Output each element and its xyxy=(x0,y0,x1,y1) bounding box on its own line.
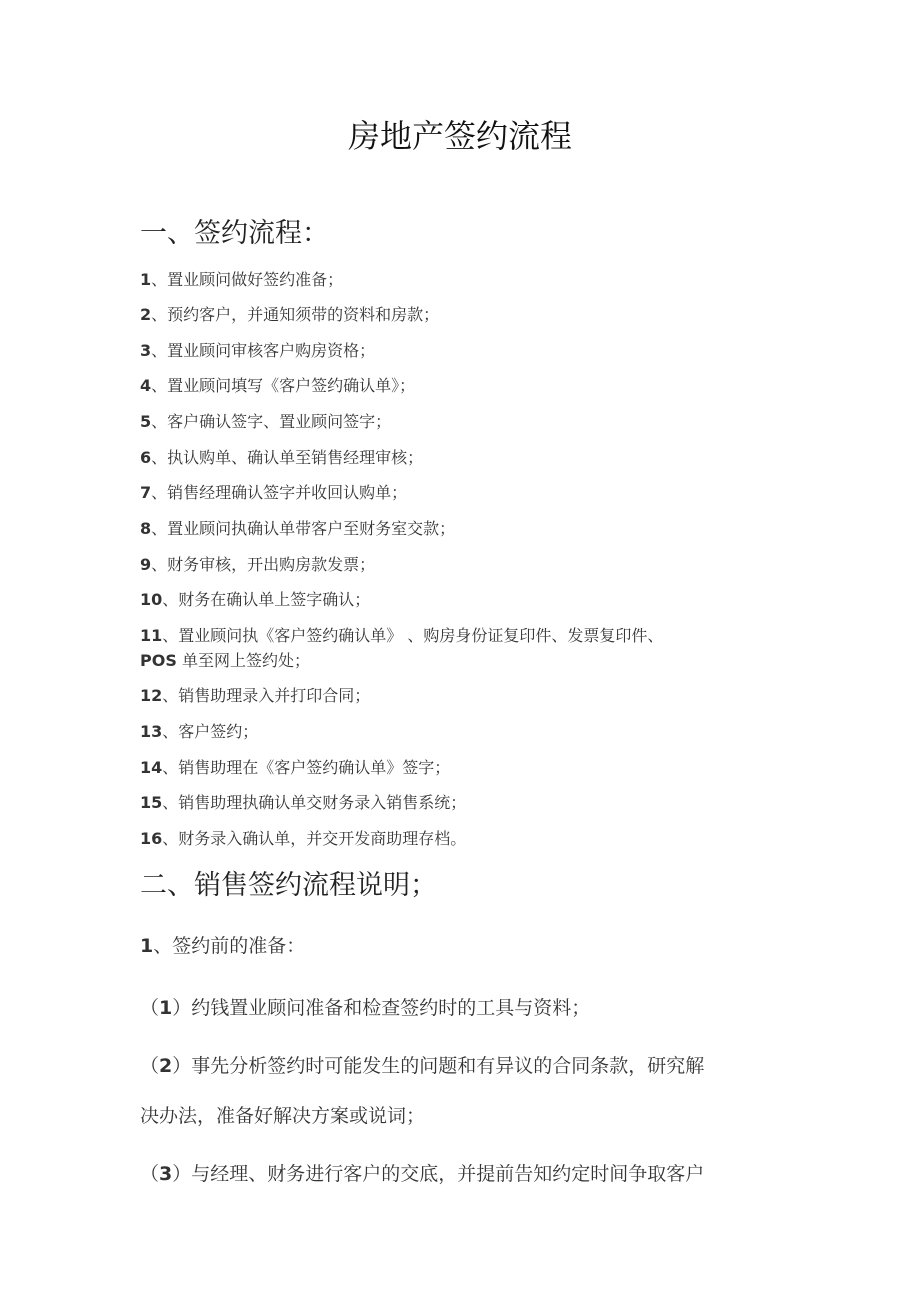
prep-item-2-open-paren: （ xyxy=(140,1055,160,1077)
step-15 xyxy=(140,790,800,816)
prep-item-2 xyxy=(140,1051,790,1081)
step-16 xyxy=(140,826,800,852)
step-7 xyxy=(140,480,800,506)
step-12-number: 12 xyxy=(140,686,163,705)
step-8 xyxy=(140,516,800,542)
step-13-number: 13 xyxy=(140,722,163,741)
section-2-subheading xyxy=(140,931,790,961)
step-11-continued xyxy=(140,648,310,674)
step-14 xyxy=(140,755,800,781)
document-title: 房地产签约流程 xyxy=(347,117,572,155)
step-1-number: 1 xyxy=(140,270,152,289)
step-14-number: 14 xyxy=(140,758,163,777)
step-5 xyxy=(140,409,800,435)
prep-item-2-continued: 决办法，准备好解决方案或说词； xyxy=(140,1105,426,1127)
step-6-number: 6 xyxy=(140,448,152,467)
step-12 xyxy=(140,683,800,709)
step-4-number: 4 xyxy=(140,376,152,395)
step-11-text-continued: 单至网上签约处； xyxy=(176,651,310,670)
prep-item-2-text: ）事先分析签约时可能发生的问题和有异议的合同条款，研究解 xyxy=(172,1055,705,1077)
step-4 xyxy=(140,373,800,399)
step-10 xyxy=(140,587,800,613)
step-8-text: 、置业顾问执确认单带客户至财务室交款； xyxy=(151,519,456,538)
prep-item-2-number: 2 xyxy=(159,1055,173,1077)
step-16-text: 、财务录入确认单，并交开发商助理存档。 xyxy=(162,829,467,848)
subheading-number: 1 xyxy=(140,935,154,957)
step-5-text: 、客户确认签字、置业顾问签字； xyxy=(151,412,392,431)
step-3 xyxy=(140,338,800,364)
step-3-text: 、置业顾问审核客户购房资格； xyxy=(151,341,376,360)
section-1-heading: 一、签约流程： xyxy=(140,218,329,249)
step-11-number: 11 xyxy=(140,626,163,645)
prep-item-1-number: 1 xyxy=(159,997,173,1019)
step-10-number: 10 xyxy=(140,590,163,609)
prep-item-3-text: ）与经理、财务进行客户的交底，并提前告知约定时间争取客户 xyxy=(172,1163,705,1185)
step-10-text: 、财务在确认单上签字确认； xyxy=(162,590,371,609)
step-12-text: 、销售助理录入并打印合同； xyxy=(162,686,371,705)
step-4-text: 、置业顾问填写《客户签约确认单》； xyxy=(151,376,416,395)
step-8-number: 8 xyxy=(140,519,152,538)
step-11-pos-label: POS xyxy=(140,651,177,670)
step-13-text: 、客户签约； xyxy=(162,722,259,741)
step-9 xyxy=(140,552,800,578)
step-9-text: 、财务审核，开出购房款发票； xyxy=(151,555,376,574)
step-14-text: 、销售助理在《客户签约确认单》签字； xyxy=(162,758,451,777)
prep-item-1 xyxy=(140,993,790,1023)
step-1-text: 、置业顾问做好签约准备； xyxy=(151,270,344,289)
step-15-number: 15 xyxy=(140,793,163,812)
prep-item-3 xyxy=(140,1159,790,1189)
step-2-text: 、预约客户，并通知须带的资料和房款； xyxy=(151,305,440,324)
step-9-number: 9 xyxy=(140,555,152,574)
step-13 xyxy=(140,719,800,745)
step-5-number: 5 xyxy=(140,412,152,431)
subheading-text: 、签约前的准备： xyxy=(153,935,306,957)
prep-item-3-number: 3 xyxy=(159,1163,173,1185)
step-3-number: 3 xyxy=(140,341,152,360)
step-15-text: 、销售助理执确认单交财务录入销售系统； xyxy=(162,793,467,812)
step-2-number: 2 xyxy=(140,305,152,324)
step-7-number: 7 xyxy=(140,483,152,502)
prep-item-1-text: ）约钱置业顾问准备和检查签约时的工具与资料； xyxy=(172,997,591,1019)
step-1 xyxy=(140,267,800,293)
prep-item-3-open-paren: （ xyxy=(140,1163,160,1185)
step-16-number: 16 xyxy=(140,829,163,848)
step-11 xyxy=(140,623,800,649)
step-6-text: 、执认购单、确认单至销售经理审核； xyxy=(151,448,424,467)
step-6 xyxy=(140,445,800,471)
step-2 xyxy=(140,302,800,328)
step-7-text: 、销售经理确认签字并收回认购单； xyxy=(151,483,408,502)
prep-item-1-open-paren: （ xyxy=(140,997,160,1019)
step-11-text: 、置业顾问执《客户签约确认单》 、购房身份证复印件、发票复印件、 xyxy=(162,626,664,645)
section-2-heading: 二、销售签约流程说明； xyxy=(140,870,437,901)
